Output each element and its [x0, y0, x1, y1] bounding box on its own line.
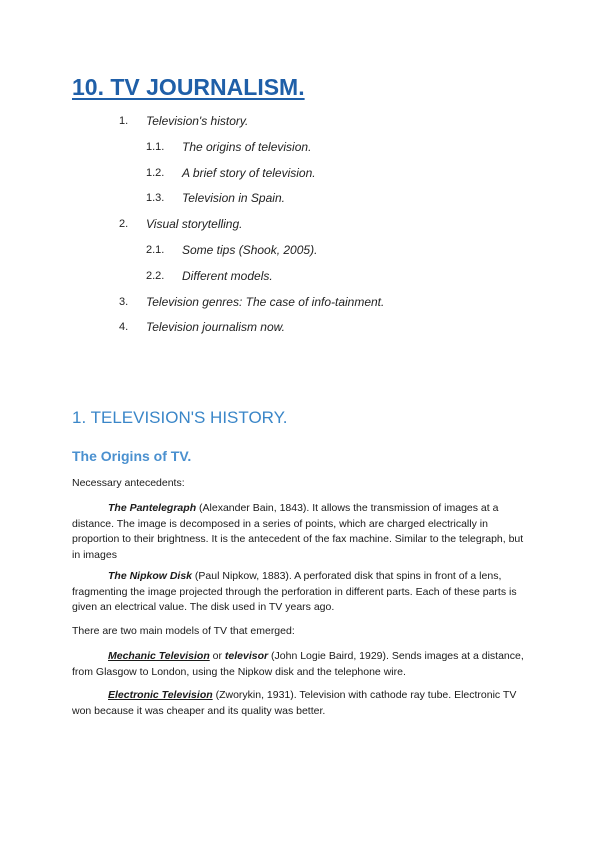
- mechanic-paragraph: [72, 649, 530, 680]
- electronic-paragraph: [72, 688, 530, 719]
- electronic-text: (Zworykin, 1931). Television with cathode ray tube. Electronic TV won because it was cheaper and its quality was better.: [72, 689, 517, 717]
- toc-item-number: 1.3.: [146, 192, 165, 204]
- pantelegraph-text: (Alexander Bain, 1843). It allows the transmission of images at a distance. The image is decomposed in a series of points, which are charged electrically in proportion to their brightness. It is the antecedent of the fax machine. Similar to the telegraph, but in images: [72, 502, 524, 561]
- subsection-heading: The Origins of TV.: [72, 448, 192, 464]
- toc-item-number: 1.: [119, 115, 129, 127]
- nipkow-term: The Nipkow Disk: [108, 570, 193, 582]
- toc-item-label: Television journalism now.: [146, 320, 285, 334]
- pantelegraph-term: The Pantelegraph: [108, 502, 197, 514]
- toc-item-label: Television in Spain.: [182, 191, 285, 205]
- electronic-term: Electronic Television: [108, 689, 213, 701]
- toc-item-label: Some tips (Shook, 2005).: [182, 243, 318, 257]
- mechanic-term2: televisor: [224, 650, 269, 662]
- toc-item-number: 2.: [119, 218, 129, 230]
- mechanic-term: Mechanic Television: [108, 650, 210, 662]
- section-heading: 1. TELEVISION'S HISTORY.: [72, 408, 288, 427]
- toc-item-number: 2.1.: [146, 244, 165, 256]
- toc-item-label: Television's history.: [146, 114, 249, 128]
- toc-item-label: Different models.: [182, 269, 273, 283]
- mechanic-text: (John Logie Baird, 1929). Sends images at a distance, from Glasgow to London, using the Nipkow disk and the telephone wire.: [72, 650, 524, 678]
- document-title: 10. TV JOURNALISM.: [72, 74, 305, 100]
- toc-item-label: Visual storytelling.: [146, 217, 243, 231]
- nipkow-text: (Paul Nipkow, 1883). A perforated disk that spins in front of a lens, fragmenting the image projected through the perforation in different parts. Each of these parts is given an electrical value. The disk used in TV years ago.: [72, 570, 517, 613]
- intro-paragraph: Necessary antecedents:: [72, 477, 185, 489]
- toc-item-number: 2.2.: [146, 270, 165, 282]
- toc-item-number: 1.1.: [146, 141, 165, 153]
- nipkow-paragraph: [72, 569, 530, 616]
- toc-item-number: 1.2.: [146, 167, 165, 179]
- toc-item-label: Television genres: The case of info-tainment.: [146, 295, 385, 309]
- pantelegraph-paragraph: [72, 501, 530, 563]
- models-intro-paragraph: There are two main models of TV that emerged:: [72, 625, 295, 637]
- toc-item-number: 3.: [119, 296, 129, 308]
- mechanic-or: or: [209, 650, 225, 662]
- toc-item-label: A brief story of television.: [182, 166, 316, 180]
- toc-item-number: 4.: [119, 321, 129, 333]
- toc-item-label: The origins of television.: [182, 140, 312, 154]
